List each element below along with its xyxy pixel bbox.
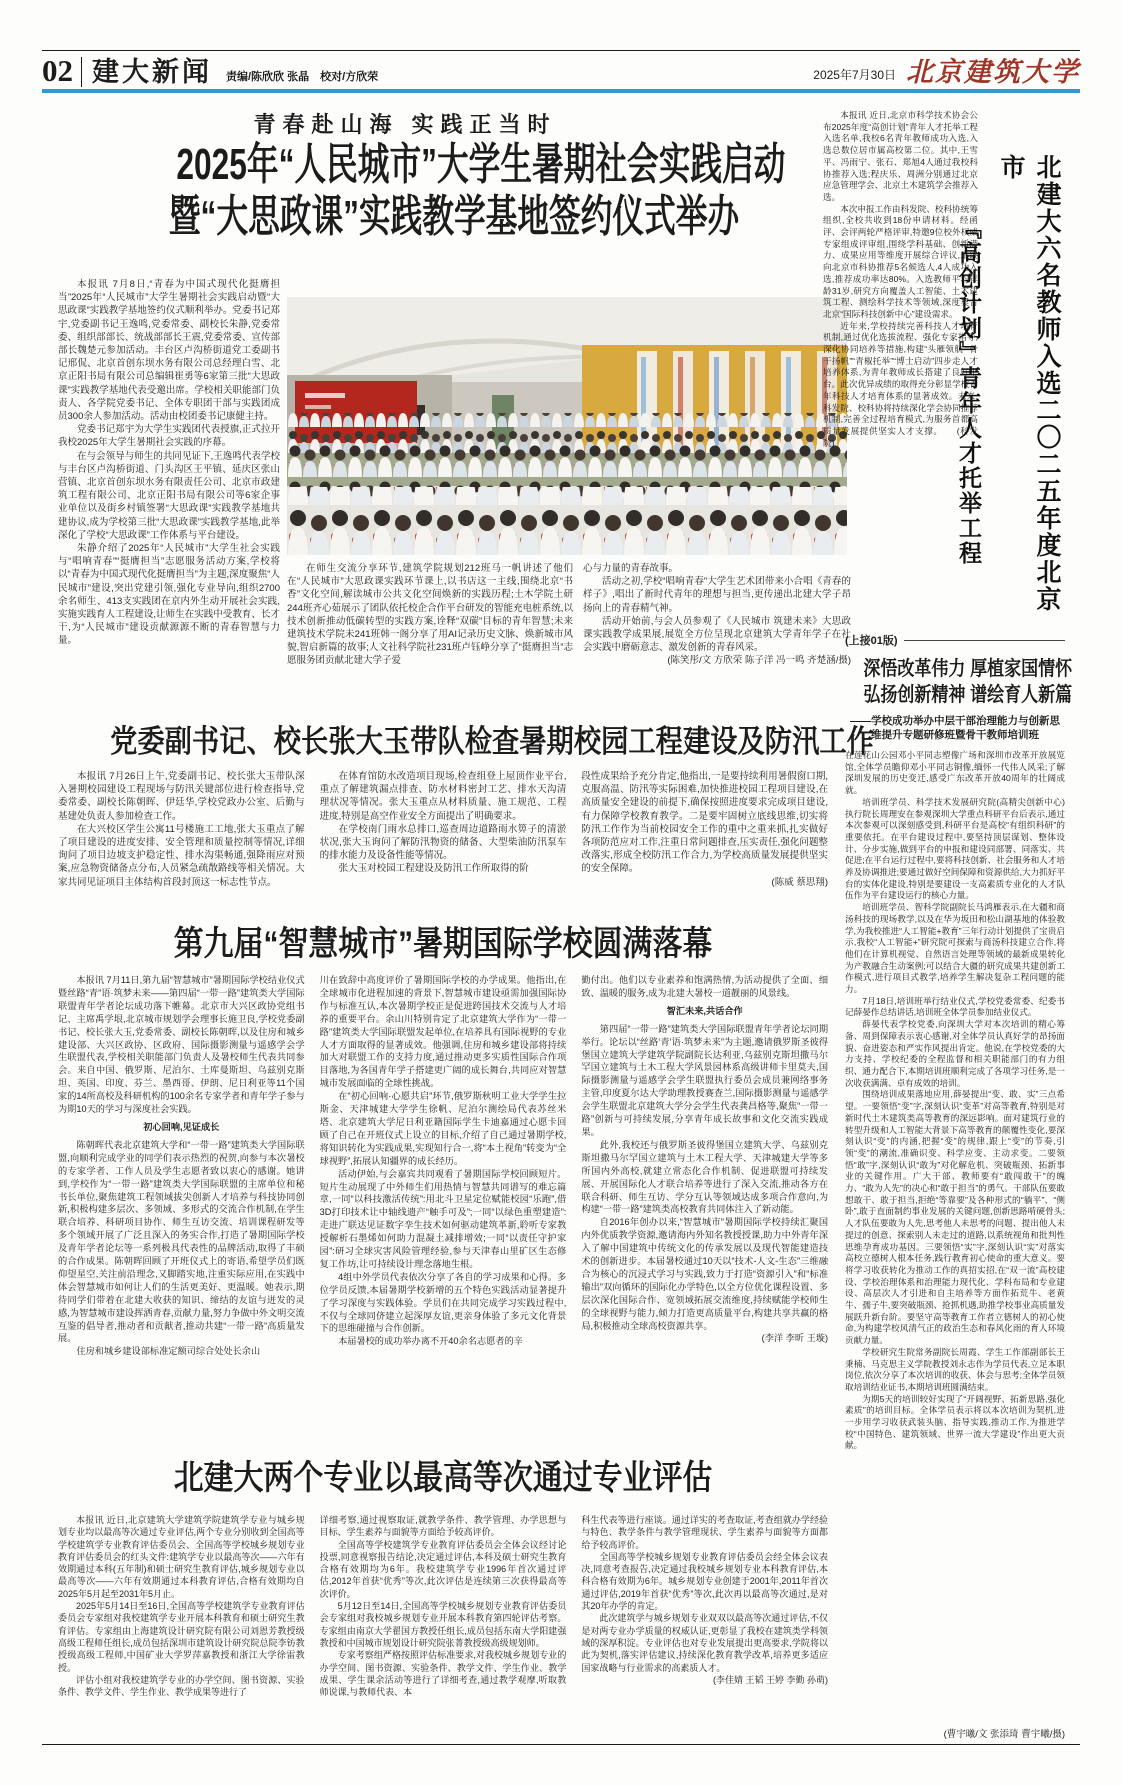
talent-headline-sub: 『高创计划』青年人才托举工程 <box>956 216 982 566</box>
article-paragraph: 此次建筑学与城乡规划专业双双以最高等次通过评估,不仅是对两专业办学质量的权威认证,更彰显了我校在建筑类学科领域的深厚积淀。专业评估也对专业发展提出更高要求,学院将以此为契机,落实评估建议,持续深化教育教学改革,培养更多适应国家战略与行业需求的高素质人才。 <box>581 1613 829 1673</box>
article-paragraph: 在师生交流分享环节,建筑学院规划212班马一帆讲述了他们在“人民城市”大思政课实践环节课上,以书店这一主线,围绕北京“书香”文化空间,解读城市公共文化空间焕新的实践历程;土木学院土研244班齐心茹展示了团队依托校企合作平台研发的智能充电桩系统,以技术创新推动低碳转型的实践方案,诠释“双碳”目标的青年智慧;未来建筑技术学院未241班韩一阁分享了用AI记录历史文脉、焕新城市风貌,智启新篇的故事;人文社科学院社231班卢钰峥分享了“挺膺担当”志愿服务团贡献北建大学子爱 <box>287 563 573 667</box>
smartcity-columns <box>58 974 828 1444</box>
article-paragraph: 朱静介绍了2025年“人民城市”大学生社会实践与“唱响青春”“挺膺担当”志愿服务活动方案,学校将以“青春为中国式现代化挺膺担当”为主题,深度聚焦“人民城市”建设,突出党建引领,强化专业导向,组织2700余名师生、413支实践团在京内外生动开展社会实践,实施实践育人工程建设,让师生在实践中受教育、长才干,为“人民城市”建设贡献源源不断的青春智慧与力量。 <box>58 543 280 647</box>
article-paragraph: 近年来,学校持续完善科技人才培育机制,通过优化选拔流程、强化专家指导,深化协同培养等措施,构建“头雁领航”“骨干扬帆”“青椒托举”“博士启动”四步走人才培养体系,为青年教师成长搭建了良好平台。此次优异成绩的取得充分彰显学校青年科技人才培育体系的显著成效。未来,科发院、校科协将持续深化学会协同推荐机制,完善全过程培育模式,为服务首都高质量发展提供坚实人才支撑。 (科发院) <box>823 320 978 448</box>
article-paragraph: 4组中外学员代表依次分享了各自的学习成果和心得。多位学员反馈,本届暑期学校新增的五个特色实践活动显著提升了学习深度与实践体验。学员们在共同完成学习实践过程中,不仅与全球同侪建立起深厚友谊,更亲身体验了多元文化背景下的思维碰撞与合作创新。 <box>319 1271 567 1334</box>
article-paragraph: 本次申报工作由科发院、校科协统筹组织,全校共收到18份申请材料。经函评、会评两轮严格评审,特邀9位校外权威专家组成评审组,围绕学科基础、创新潜力、成果应用等维度开展综合评议,最终向北京市科协推荐5名候选人,4人成功入选,推荐成功率达80%。入选教师平均年龄31岁,研究方向覆盖人工智能、土木建筑工程、测绘科学技术等领域,深度契合北京“国际科技创新中心”建设需求。 <box>823 203 978 319</box>
article-paragraph: 此外,我校还与俄罗斯圣彼得堡国立建筑大学、乌兹别克斯坦撒马尔罕国立建筑与土木工程大学、天津城建大学等多所国内外高校,就建立常态化合作机制、促进联盟可持续发展、开展国际化人才联合培养等进行了深入交流,推动各方在联合科研、师生互访、学分互认等领域达成多项合作意向,为构建“一带一路”建筑类高校教育共同体注入了新动能。 <box>581 1139 829 1215</box>
header-top-rule <box>42 50 1080 51</box>
article-paragraph: 活动之初,学校“唱响青春”大学生艺术团带来小合唱《青春的样子》,唱出了新时代青年的理想与担当,更传递出北建大学子昂扬向上的青春精气神。 <box>583 576 851 614</box>
reform-byline: (曹宇曦/文 张添琦 曹宇曦/摄) <box>934 1724 1065 1740</box>
lead-headline <box>58 139 786 243</box>
talent-headline-main: 北建大六名教师入选二〇二五年度北京市 <box>997 154 1061 613</box>
smartcity-column-3 <box>581 974 828 1444</box>
evaluation-headline <box>58 1450 828 1499</box>
lead-column-1 <box>58 278 280 716</box>
article-paragraph: 7月18日,培训班举行结业仪式,学校党委常委、纪委书记薛晏作总结讲话,培训班全体学员参加结业仪式。 <box>845 995 1065 1018</box>
article-paragraph: 培训班学员、科学技术发展研究院(高精尖创新中心)执行院长周理安在参观深圳大学重点科研平台后表示,通过本次参观可以深刻感受到,科研平台是高校“有组织科研”的重要依托。在平台建设过程中,要坚持顶层谋划、整体设计、分步实施,做到平台的申报和建设同部署、同落实、共促进;在平台运行过程中,要将科技创新、社会服务和人才培养及协调推进;要通过做好空间保障和资源供给,大力抓好平台的实体化建设,特别是要建设一支高素质专业化的人才队伍作为平台建设运行的核心力量。 <box>845 796 1065 901</box>
article-paragraph: 活动开始前,与会人员参观了《人民城市 筑建未来》大思政课实践教学成果展,展览全方位呈现北京建筑大学青年学子在社会实践中磨砺意志、激发创新的青春风采。 <box>583 615 851 654</box>
evaluation-headline-text: 北建大两个专业以最高等次通过专业评估 <box>173 1459 713 1497</box>
reform-headline-line2: 弘扬创新精神 谱绘育人新篇 <box>863 684 1073 706</box>
lead-column-mid <box>287 562 573 714</box>
smartcity-headline <box>58 916 828 965</box>
article-paragraph: 陈朝晖代表北京建筑大学和“一带一路”建筑类大学国际联盟,向顺利完成学业的同学们表示热烈的祝贺,向参与本次暑校的专家学者、工作人员及学生志愿者致以衷心的感谢。她讲到,学校作为“一带一路”建筑类大学国际联盟的主席单位和秘书长单位,聚焦建筑工程领域拔尖创新人才培养与科技协同创新,积极构建多层次、多领域、多形式的交流合作机制,在学生联合培养、科研项目协作、师生互访交流、培训课程研发等多个领域开展了广泛且深入的务实合作,打造了暑期国际学校及青年学者论坛等一系列极具代表性的品牌活动,取得了丰硕的合作成果。陈朝晖回顾了开班仪式上的寄语,希望学员们既仰望星空,关注前沿理念,又脚踏实地,注重实际应用,在实践中体会智慧城市如何让人们的生活更美好、更温暖。她表示,期待同学们带着在北建大收获的知识、缔结的友谊与迸发的灵感,为智慧城市建设挥洒青春,贡献力量,努力争做中外文明交流互鉴的倡导者,推动者和贡献者,推动共建“一带一路”高质量发展。 <box>58 1139 305 1344</box>
evaluation-column-1 <box>58 1514 305 1738</box>
reform-article <box>845 632 1073 1740</box>
article-paragraph: 培训班学员、智科学院副院长马鸿雁表示,在大疆和商汤科技的现场教学,以及在华为坂田和松山湖基地的体验教学,为我校推进“人工智能+教育”三年行动计划提供了宝贵启示,我校“人工智能+”研究院可探索与商汤科技建立合作,将他们在计算机视觉、自然语言处理等领域的最新成果转化为产教融合生动案例;可以结合大疆的研究成果共建创新工作模式,进行项目式教学,培养学生解决复杂工程问题的能力。 <box>845 902 1065 995</box>
lead-article <box>58 106 852 712</box>
inspection-column-3 <box>581 770 828 916</box>
inspection-headline <box>58 716 874 761</box>
article-paragraph: 专家考察组严格按照评估标准要求,对我校城乡规划专业的办学空间、图书资源、实验条件、教学文件、学生作业、教学成果、学生课余活动等进行了详细考查,通过教学观摩,听取教师说课,与教师代表、本 <box>319 1650 567 1698</box>
article-paragraph: 详细考察,通过视察取证,就教学条件、教学管理、办学思想与目标、学生素养与面貌等方面给予较高评价。 <box>319 1515 567 1538</box>
article-paragraph: 党委书记郑宇为大学生实践团代表授旗,正式拉开我校2025年大学生暑期社会实践的序幕。 <box>58 424 280 449</box>
article-paragraph: 在“初心回响·心愿共启”环节,俄罗斯秋明工业大学学生拉斯金、天津城建大学学生徐帆、尼泊尔测绘局代表苏丝米塔、北京建筑大学尼日利亚籍国际学生卡迪嘉通过心愿卡回顾了自己在开班仪式上设立的目标,介绍了自己通过暑期学校,将知识转化为实践成果,实现知行合一,将“本土视角”转变为“全球视野”,拓展认知疆界的成长经历。 <box>319 1091 567 1166</box>
article-paragraph: 张大玉对校园工程建设及防汛工作所取得的阶 <box>338 863 529 875</box>
article-byline: (陈威 蔡思翔) <box>771 876 829 888</box>
article-paragraph: 本报讯 7月11日,第九届“智慧城市”暑期国际学校结业仪式暨丝路“青”语·筑梦未来——第四届“一带一路”建筑类大学国际联盟青年学者论坛成功落下帷幕。北京市大兴区政协党组书记、主席禹学垠,北京城市规划学会理事长施卫良,学校党委副书记、校长张大玉,党委常委、副校长陈朝晖,以及住房和城乡建设部、大兴区政协、区政府、国际摄影测量与遥感学会学生联盟代表,学校相关职能部门负责人及暑校师生代表共同参会。来自中国、俄罗斯、尼泊尔、土库曼斯坦、乌兹别克斯坦、英国、印度、芬兰、墨西哥、伊朗、尼日利亚等11个国家的14所高校及科研机构的100余名专家学者和青年学子参与为期10天的学习与深度社会实践。 <box>58 975 305 1115</box>
inspection-columns <box>58 770 828 916</box>
evaluation-article <box>58 1450 828 1742</box>
event-photo-illustration <box>287 297 847 555</box>
article-paragraph: 本届暑校的成功举办离不开40余名志愿者的辛 <box>338 1336 523 1347</box>
reform-headline <box>845 656 1073 708</box>
column-subhead: 初心回响,见证成长 <box>143 1121 220 1132</box>
lead-headline-line1: 2025年“人民城市”大学生暑期社会实践启动 <box>176 140 786 189</box>
issue-date: 2025年7月30日 <box>813 68 896 82</box>
article-paragraph: 活动伊始,与会嘉宾共同观看了暑期国际学校回顾短片。短片生动展现了中外师生们用热情与智慧共同谱写的难忘篇章,一同“以科技激活传统”:用北斗卫星定位赋能校园“乐跑”,借3D打印技术让中轴线遗产“触手可及”;一同“以绿色重塑建造”:走进广联达见证数字孪生技术如何驱动建筑革新,聆听专家教授解析石墨烯如何助力混凝土减排增效;一同“以责任守护家园”:研习全球灾害风险管理经验,参与天津春山里矿区生态修复工作坊,让可持续设计理念落地生根。 <box>319 1168 567 1269</box>
article-paragraph: 本报讯 近日,北京建筑大学建筑学院建筑学专业与城乡规划专业均以最高等次通过专业评估,两个专业分别收到全国高等学校建筑学专业教育评估委员会、全国高等学校城乡规划专业教育评估委员会的红头文件:建筑学专业以最高等次——六年有效期通过本科(五年制)和硕士研究生教育评估,城乡规划专业以最高等次——六年有效期通过本科教育评估,合格有效期均自2025年5月起至2031年5月止。 <box>58 1515 305 1599</box>
article-paragraph: 本报讯 近日,北京市科学技术协会公布2025年度“高创计划”青年人才托举工程入选名单,我校6名青年教师成功入选,入选总数位居市属高校第二位。其中,王雪平、冯雨宁、张石、郑旭4人通过我校科协推荐入选;程庆乐、周洲分别通过北京应急管理学会、北京土木建筑学会推荐入选。 <box>823 110 978 202</box>
section-title: 建大新闻 <box>92 57 212 87</box>
reform-subtitle: ——学校成功举办中层干部治理能力与创新思维提升专题研修班暨骨干教师培训班 <box>850 715 1060 741</box>
article-paragraph: 住房和城乡建设部标准定额司综合处处长余山 <box>76 1346 261 1357</box>
talent-article <box>823 106 1065 628</box>
lead-column-right <box>583 562 851 714</box>
article-paragraph: 在学校南门雨水总排口,巡查周边道路雨水箅子的清淤状况,张大玉询问了解防汛物资的储备、大型柴油防汛泵车的排水能力及设备性能等情况。 <box>319 823 567 862</box>
smartcity-headline-text: 第九届“智慧城市”暑期国际学校圆满落幕 <box>173 925 713 963</box>
article-paragraph: 围绕培训成果落地应用,薛晏提出“变、敢、实”三点希望。一要领悟“变”字,深刻认识“变革”对高等教育,特别是对新时代土木建筑类高等教育的深远影响。面对建筑行业的转型升级和人工智能大背景下高等教育的颠覆性变化,要深刻认识“变”的内涵,把握“变”的规律,跟上“变”的节奏,引领“变”的潮流,准确识变、科学应变、主动求变。二要领悟“敢”字,深刻认识“敢为”对化解危机、突破瓶颈、拓新事业的关键作用。广大干部、教师要有“敢闯敢干”的魄力、“敢为人先”的决心和“敢于担当”的勇气。干部队伍要敢想敢干、敢于担当,拒绝“等靠要”及各种形式的“躺平”、“侧卧”,敢于直面制约事业发展的关键问题,创新思路啃硬骨头;人才队伍要敢为人先,思考他人未思考的问题、提出他人未提过的创意、探索别人未走过的道路,以系统视角和批判性思维孕育成功基因。三要领悟“实”字,深刻认识“实”对落实高校立德树人根本任务,践行教育初心使命的重大意义。要将学习收获转化为推动工作的真招实招,在“双一流”高校建设、学校治理体系和治理能力现代化、学科布局和专业建设、高层次人才引进和自主培养等方面作拓荒牛、老黄牛、孺子牛,要突破瓶颈、抢抓机遇,助推学校事业高质量发展跃升新台阶。要坚守高等教育工作者立德树人的初心使命,为构建学校风清气正的政治生态和春风化雨的育人环境贡献力量。 <box>845 1089 1065 1346</box>
article-paragraph: 在莲花山公园邓小平同志塑像广场和深圳市改革开放展览馆,全体学员瞻仰邓小平同志铜像,缅怀一代伟人风采;了解深圳发展的历史变迁,感受广东改革开放40周年的壮阔成就。 <box>845 750 1065 796</box>
header-blue-rule <box>42 89 1080 93</box>
article-paragraph: 学校研究生院常务副院长周霞、学生工作部副部长王秉楠、马克思主义学院教授刘永志作为学员代表,立足本职岗位,依次分享了本次培训的收获、体会与思考;全体学员领取培训结业证书,本期培训班圆满结束。 <box>845 1346 1065 1392</box>
article-paragraph: 段性成果给予充分肯定,他指出,一是要持续利用暑假窗口期,克服高温、防汛等实际困难,加快推进校园工程项目建设,在高质量安全建设的前提下,确保按照进度要求完成项目建设,有力保障学校教育教学。二是要牢固树立底线思维,切实将防汛工作作为当前校园安全工作的重中之重来抓,扎实做好各项防范应对工作,注重日常问题排查,压实责任,强化问题整改落实,形成全校防汛工作合力,为学校高质量发展提供坚实的安全保障。 <box>581 771 829 875</box>
page-bottom-rule <box>42 1744 1080 1745</box>
reform-headline-line1: 深悟改革伟力 厚植家国情怀 <box>863 658 1073 680</box>
evaluation-column-2 <box>320 1514 567 1738</box>
article-byline: (李佳婧 王韬 王婷 李勤 孙萌) <box>713 1674 829 1685</box>
continued-from-label <box>845 632 1065 648</box>
article-paragraph: 科生代表等进行座谈。通过详实的考查取证,考查组就办学经验与特色、教学条件与教学管理现状、学生素养与面貌等方面都给予较高评价。 <box>581 1515 829 1550</box>
article-paragraph: 本报讯 7月8日,“青春为中国式现代化挺膺担当”2025年“人民城市”大学生暑期社会实践启动暨“大思政课”实践教学基地签约仪式顺利举办。党委书记郑宇,党委副书记王逸鸣,党委常委、副校长朱静,党委常委、组织部部长、统战部部长王震,党委常委、宣传部部长魏楚元参加活动。丰台区卢沟桥街道党工委副书记邢侃、北京首创东坝水务有限公司总经理白雪、北京正阳书局有限公司总编辑崔勇等6家第三批“大思政课”实践教学基地代表受邀出席。学校相关职能部门负责人、各学院党委书记、全体专职团干部与实践团成员300余人参加活动。活动由校团委书记康健主持。 <box>58 279 280 423</box>
article-paragraph: 自2016年创办以来,“智慧城市”暑期国际学校持续汇聚国内外优质教学资源,邀请海内外知名教授授课,助力中外青年深入了解中国建筑中传统文化的传承发展以及现代智能建造技术的创新进步。本届暑校通过10天以“技术-人文-生态”三维融合为核心的沉浸式学习与实践,致力于打造“资源引入”和“标准输出”双向循环的国际化办学特色,以全方位优化课程设置、多层次深化国际合作、宽领域拓展交流维度,持续赋能学校师生的全球视野与能力,倾力打造更高质量平台,构建共享共赢的格局,积极推动全球高校资源共享。 <box>581 1217 829 1331</box>
article-paragraph: 本报讯 7月26日上午,党委副书记、校长张大玉带队深入暑期校园建设工程现场与防汛关键部位进行检查指导,党委常委、副校长陈朝晖、伊廷华,学校党政办公室、后勤与基建处负责人参加检查工作。 <box>58 771 305 822</box>
reform-article-body <box>845 750 1065 1702</box>
article-paragraph: 在体育馆防水改造项目现场,检查组登上屋顶作业平台,重点了解建筑漏点排查、防水材料密封工艺、排水天沟清理状况等情况。张大玉重点从材料质量、施工规范、工程进度,特别是高空作业安全方面提出了明确要求。 <box>319 771 567 822</box>
evaluation-column-3 <box>581 1514 828 1738</box>
smartcity-column-2 <box>320 974 567 1444</box>
article-byline: (李洋 李昕 王璇) <box>761 1333 829 1344</box>
header-divider <box>81 57 82 87</box>
inspection-headline-text: 党委副书记、校长张大玉带队检查暑期校园工程建设及防汛工作 <box>110 724 874 759</box>
article-paragraph: 为期5天的培训较好实现了“开阔视野、拓新思路,强化素质”的培训目标。全体学员表示将以本次培训为契机,进一步用学习收获武装头脑、指导实践,推动工作,为推进学校“中国特色、建筑领域、世界一流大学建设”作出更大贡献。 <box>845 1393 1065 1451</box>
inspection-column-2 <box>320 770 567 916</box>
article-paragraph: 勤付出。他们以专业素养和饱满热情,为活动提供了全面、细致、温暖的服务,成为北建大暑校一道靓丽的风景线。 <box>581 975 829 998</box>
article-paragraph: 2025年5月14日至16日,全国高等学校建筑学专业教育评估委员会专家组对我校建筑学专业开展本科教育和硕士研究生教育评估。专家组由上海建筑设计研究院有限公司刘恩芳教授级高级工程师任组长,成员包括深圳市建筑设计研究院总院李钫教授级高级工程师,中国矿业大学罗萍嘉教授和浙江大学徐雷教授。 <box>58 1601 305 1673</box>
lead-kicker: 青春赴山海 实践正当时 <box>253 112 557 137</box>
article-paragraph: 全国高等学校建筑学专业教育评估委员会全体会议经讨论投票,同意视察报告结论,决定通过评估,本科及硕士研究生教育合格有效期均为6年。我校建筑学专业1996年首次通过评估,2012年首获“优秀”等次,此次评估是连续第三次获得最高等次评价。 <box>319 1539 567 1599</box>
article-paragraph: 在与会领导与师生的共同见证下,王逸鸣代表学校与丰台区卢沟桥街道、门头沟区王平镇、延庆区张山营镇、北京首创东坝水务有限责任公司、北京市政建筑工程有限公司、北京正阳书局有限公司等6家企事业单位以及街乡村镇签署“大思政课”实践教学基地共建协议,成为学校第三批“大思政课”实践教学基地,此举深化了学校“大思政课”工作体系与平台建设。 <box>58 450 280 541</box>
continued-rule <box>904 640 1065 641</box>
page-number: 02 <box>42 53 73 88</box>
article-paragraph: 心与力量的青春故事。 <box>583 563 679 574</box>
article-paragraph: 5月12日至14日,全国高等学校城乡规划专业教育评估委员会专家组对我校城乡规划专业开展本科教育第四轮评估考察。专家组由南京大学翟国方教授任组长,成员包括东南大学阳建强教授和中国城市规划设计研究院张菁教授级高级规划师。 <box>319 1601 567 1648</box>
article-paragraph: 薛晏代表学校党委,向深圳大学对本次培训的精心筹备、周到保障表示衷心感谢,对全体学员认真好学的昂扬面貌、奋进姿态和严实作风提出肯定。他说,在学校党委的大力支持、学校纪委的全程监督和相关职能部门的有力组织、通力配合下,本期培训班顺利完成了各项学习任务,是一次收获满满、卓有成效的培训。 <box>845 1019 1065 1088</box>
inspection-column-1 <box>58 770 305 916</box>
continued-label-text: (上接01版) <box>845 635 898 647</box>
article-byline: (陈笑彤/文 方欣荣 陈子洋 冯一鸣 齐楚涵/摄) <box>667 655 851 667</box>
lead-headline-line2: 暨“大思政课”实践教学基地签约仪式举办 <box>168 192 740 241</box>
article-paragraph: 全国高等学校城乡规划专业教育评估委员会经全体会议表决,同意考查报告,决定通过我校城乡规划专业本科教育评估,本科合格有效期为6年。城乡规划专业创建于2001年,2011年首次通过评估,2019年首获“优秀”等次,此次再以最高等次通过,是对其20年办学的肯定。 <box>581 1551 829 1612</box>
article-paragraph: 川在致辞中高度评价了暑期国际学校的办学成果。他指出,在全球城市化进程加速的背景下,智慧城市建设亟需加强国际协作与标准互认,本次暑期学校正是促进跨国技术交流与人才培养的重要平台。余山川特别肯定了北京建筑大学作为“一带一路”建筑类大学国际联盟发起单位,在培养具有国际视野的专业人才方面取得的显著成效。他强调,住房和城乡建设部将持续加大对联盟工作的支持力度,通过推动更多实质性国际合作项目落地,为各国青年学子搭建更广阔的成长舞台,共同应对智慧城市发展面临的全球性挑战。 <box>319 975 567 1089</box>
article-paragraph: 第四届“一带一路”建筑类大学国际联盟青年学者论坛同期举行。论坛以“丝路‘青’语·筑梦未来”为主题,邀请俄罗斯圣彼得堡国立建筑大学建筑学院副院长达利亚,乌兹别克斯坦撒马尔罕国立建筑与土木工程大学风景园林系高级讲师卡里莫夫,国际摄影测量与遥感学会学生联盟执行委员会成员兼网络事务主管,印度夏尔达大学助理教授赛查兰,国际摄影测量与遥感学会学生联盟北京建筑大学分会学生代表龚昌格等,聚焦“一带一路”创新与可持续发展,分享青年成长故事和文化交流实践成果。 <box>581 1023 829 1137</box>
editors-credit: 责编/陈欣欣 张晶 校对/方欣荣 <box>226 71 379 83</box>
evaluation-columns <box>58 1514 828 1738</box>
column-subhead: 智汇未来,共话合作 <box>666 1005 743 1016</box>
talent-vertical-headline <box>946 154 1065 626</box>
article-paragraph: 评估小组对我校建筑学专业的办学空间、图书资源、实验条件、教学文件、学生作业、教学成果等进行了 <box>58 1674 305 1698</box>
newspaper-name: 北京建筑大学 <box>906 57 1080 88</box>
smartcity-column-1 <box>58 974 305 1444</box>
page-header <box>42 52 1080 88</box>
smartcity-article <box>58 916 828 1448</box>
article-paragraph: 在大兴校区学生公寓11号楼施工工地,张大玉重点了解了项目建设的进度安排、安全管理和质量控制等情况,详细询问了项目边坡支护稳定性、排水沟渠畅通,强降雨应对预案,应急物资储备点分布,人员紧急疏散路线等相关情况。大家共同见证项目主体结构首段封顶这一标志性节点。 <box>58 823 305 888</box>
inspection-article <box>58 716 874 914</box>
event-photo <box>287 297 847 555</box>
